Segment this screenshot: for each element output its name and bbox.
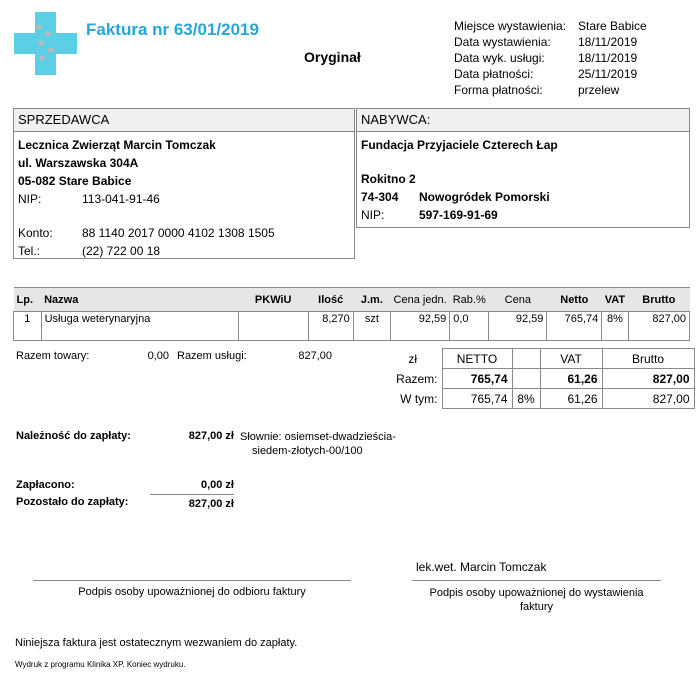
meta-value: 18/11/2019 [578,51,638,65]
col-header: Nazwa [41,288,238,312]
meta-row [454,66,647,82]
meta-row [454,82,647,98]
seller-phone-label: Tel.: [18,244,41,258]
col-header: Ilość [308,288,353,312]
meta-row [454,34,647,50]
buyer-postcode: 74-304 [361,190,399,204]
buyer-name: Fundacja Przyjaciele Czterech Łap [361,138,558,152]
buyer-street: Rokitno 2 [361,172,416,186]
item-cell: Usługa weterynaryjna [41,312,238,341]
items-table [13,287,690,341]
col-header: Lp. [14,288,42,312]
issuer-name: lek.wet. Marcin Tomczak [416,560,547,574]
goods-label: Razem towary: [16,350,90,362]
seller-heading: SPRZEDAWCA [14,109,354,132]
table-row [14,312,690,341]
meta-value: 18/11/2019 [578,35,638,49]
clinic-logo [14,12,77,75]
meta-label: Data wystawienia: [454,35,551,49]
meta-value: przelew [578,83,620,97]
col-header: J.m. [353,288,390,312]
items-header-row [14,288,690,312]
incl-brutto: 827,00 [602,389,694,409]
receiver-signature-line [33,580,351,581]
seller-name: Lecznica Zwierząt Marcin Tomczak [18,138,216,152]
currency-label: zł [408,351,418,366]
sum-netto: 765,74 [442,369,512,389]
issuer-signature-line [412,580,661,581]
item-cell [238,312,308,341]
item-cell: 8,270 [308,312,353,341]
receiver-signature-caption: Podpis osoby upoważnionej do odbioru faktury [78,586,306,598]
words-line: siedem-złotych-00/100 [252,445,363,457]
item-cell: 827,00 [628,312,689,341]
words-line: Słownie: osiemset-dwadzieścia- [240,431,396,443]
final-notice: Niniejsza faktura jest ostatecznym wezwaniem do zapłaty. [15,637,298,649]
item-cell: 92,59 [391,312,450,341]
invoice-title: Faktura nr 63/01/2019 [86,20,259,39]
col-header: Rab.% [450,288,489,312]
remaining-label: Pozostało do zapłaty: [16,496,129,508]
meta-row [454,50,647,66]
buyer-city: Nowogródek Pomorski [419,190,550,204]
brutto-header: Brutto [602,349,694,369]
col-header: VAT [602,288,628,312]
buyer-heading: NABYWCA: [357,109,689,132]
item-cell: 765,74 [547,312,602,341]
buyer-nip-label: NIP: [361,208,385,222]
item-cell: 0,0 [450,312,489,341]
sum-brutto: 827,00 [602,369,694,389]
copy-type-label: Oryginał [304,49,361,65]
seller-phone: (22) 722 00 18 [82,244,161,258]
buyer-nip: 597-169-91-69 [419,208,498,222]
col-header: Cena jedn. [391,288,450,312]
seller-city: 05-082 Stare Babice [18,174,132,188]
meta-label: Forma płatności: [454,83,543,97]
col-header: PKWiU [238,288,308,312]
summary-line [16,350,332,362]
seller-nip: 113-041-91-46 [82,192,160,206]
seller-account: 88 1140 2017 0000 4102 1308 1505 [82,226,275,240]
meta-value: 25/11/2019 [578,67,638,81]
amount-in-words [240,430,396,458]
invoice-meta [454,18,647,98]
seller-account-label: Konto: [18,226,53,240]
meta-row [454,18,647,34]
services-value: 827,00 [298,350,332,362]
services-label: Razem usługi: [177,350,247,362]
caption-line: Podpis osoby upoważnionej do wystawienia [429,587,644,599]
seller-street: ul. Warszawska 304A [18,156,139,170]
incl-label: W tym: [400,391,438,406]
due-label: Należność do zapłaty: [16,430,131,442]
col-header: Cena [489,288,547,312]
buyer-box [356,108,690,228]
printout-note: Wydruk z programu Klinika XP. Koniec wydruku. [15,660,186,669]
sum-label: Razem: [396,371,438,386]
meta-label: Data wyk. usługi: [454,51,545,65]
meta-label: Data płatności: [454,67,534,81]
col-header: Brutto [628,288,689,312]
item-cell: 92,59 [489,312,547,341]
seller-box [13,108,355,259]
totals-table [384,348,695,409]
caption-line: faktury [519,601,553,613]
seller-nip-label: NIP: [18,192,42,206]
meta-label: Miejsce wystawienia: [454,19,567,33]
paid-value: 0,00 zł [200,479,234,491]
incl-netto: 765,74 [442,389,512,409]
meta-value: Stare Babice [578,19,647,33]
item-cell: 1 [14,312,42,341]
incl-vat: 61,26 [540,389,602,409]
item-cell: 8% [602,312,628,341]
incl-rate: 8% [512,389,540,409]
due-value: 827,00 zł [188,430,234,442]
goods-value: 0,00 [147,350,169,362]
remaining-value: 827,00 zł [188,498,234,510]
divider [150,494,234,495]
netto-header: NETTO [442,349,512,369]
paid-label: Zapłacono: [16,479,75,491]
col-header: Netto [547,288,602,312]
sum-vat: 61,26 [540,369,602,389]
vat-header: VAT [540,349,602,369]
issuer-signature-caption [412,586,661,614]
item-cell: szt [353,312,390,341]
